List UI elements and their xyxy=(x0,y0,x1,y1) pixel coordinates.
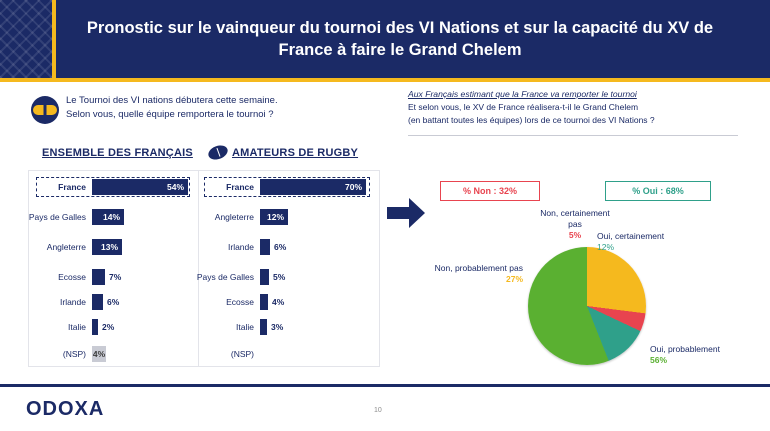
bar-row xyxy=(196,294,284,310)
bar-value: 54% xyxy=(92,179,188,195)
bar-row xyxy=(28,179,188,195)
bar-value: 3% xyxy=(271,322,284,332)
bar-value: 7% xyxy=(109,272,122,282)
bar-value: 13% xyxy=(92,239,122,255)
bar-label: Angleterre xyxy=(214,212,254,222)
question-left-line2: Selon vous, quelle équipe remportera le tournoi ? xyxy=(66,109,274,121)
bar-row xyxy=(196,269,285,285)
pie-label-text: Oui, certainement xyxy=(597,231,665,241)
pie-label-value: 12% xyxy=(597,242,615,253)
bar-shape xyxy=(92,269,105,285)
bar-shape xyxy=(260,319,267,335)
question-right-intro: Aux Français estimant que la France va remporter le tournoi xyxy=(408,89,637,99)
bar-label: Angleterre xyxy=(46,242,86,252)
brand-logo xyxy=(26,398,104,421)
question-left-line1: Le Tournoi des VI nations débutera cette semaine. xyxy=(66,95,278,106)
bar-shape xyxy=(92,319,98,335)
status-badge-non: % Non : 32% xyxy=(440,181,540,201)
pie-label-non-probablement xyxy=(427,263,523,285)
bar-value: 14% xyxy=(92,209,124,225)
pie-label-value: 5% xyxy=(568,230,582,241)
section-title-ensemble: ENSEMBLE DES FRANÇAIS xyxy=(42,147,193,159)
pie-label-oui-probablement xyxy=(650,344,750,366)
bar-value: 5% xyxy=(273,272,286,282)
pie-label-text: Oui, probablement xyxy=(650,344,720,354)
bar-shape xyxy=(260,239,270,255)
bar-row xyxy=(28,269,121,285)
pie-chart xyxy=(528,247,646,365)
bar-label: Pays de Galles xyxy=(28,212,86,222)
bar-row xyxy=(196,239,286,255)
pie-label-oui-certainement xyxy=(597,231,693,253)
question-left xyxy=(66,94,366,123)
page-number: 10 xyxy=(374,407,382,414)
page-title: Pronostic sur le vainqueur du tournoi des VI Nations et sur la capacité du XV de France à faire le Grand Chelem xyxy=(86,18,714,59)
rugby-ball-icon xyxy=(206,143,229,162)
odoxa-mark-icon xyxy=(30,95,60,125)
question-right-line1: Et selon vous, le XV de France réalisera-t-il le Grand Chelem xyxy=(408,102,639,113)
footer-divider xyxy=(0,384,770,387)
bar-label: Italie xyxy=(236,322,254,332)
header-pattern-decoration xyxy=(0,0,52,78)
question-right xyxy=(408,88,738,128)
bar-row xyxy=(196,179,366,195)
brand-logo-text: ODOXA xyxy=(26,398,105,420)
bar-value: 12% xyxy=(260,209,288,225)
bar-label: (NSP) xyxy=(62,349,86,359)
bar-shape xyxy=(92,294,103,310)
bar-label: Pays de Galles xyxy=(196,272,254,282)
pie-slices xyxy=(528,247,646,365)
status-badge-oui: % Oui : 68% xyxy=(605,181,711,201)
bar-row xyxy=(196,319,283,335)
bar-row xyxy=(28,319,114,335)
pie-label-text: Non, certainement pas xyxy=(540,208,610,230)
slide-header xyxy=(0,0,770,78)
bar-row xyxy=(28,346,106,362)
bar-label: Ecosse xyxy=(226,297,254,307)
bar-row xyxy=(196,209,288,225)
pie-label-value: 27% xyxy=(505,274,523,285)
bar-value: 2% xyxy=(102,322,115,332)
bar-value: 6% xyxy=(107,297,120,307)
header-underline xyxy=(0,78,770,82)
bar-shape xyxy=(260,294,268,310)
arrow-right-icon xyxy=(385,196,427,230)
bar-label: France xyxy=(58,182,86,192)
bar-value: 6% xyxy=(274,242,287,252)
bar-label: (NSP) xyxy=(230,349,254,359)
question-right-line2: (en battant toutes les équipes) lors de ce tournoi des VI Nations ? xyxy=(408,115,655,126)
bar-label: France xyxy=(226,182,254,192)
divider-right xyxy=(408,135,738,136)
bar-value: 70% xyxy=(260,179,366,195)
bar-shape xyxy=(260,269,269,285)
bar-label: Ecosse xyxy=(58,272,86,282)
pie-label-value: 56% xyxy=(650,355,668,366)
bar-row xyxy=(28,239,122,255)
pie-label-text: Non, probablement pas xyxy=(434,263,523,273)
header-accent-bar xyxy=(52,0,56,78)
bar-row xyxy=(196,346,260,362)
bar-row xyxy=(28,209,124,225)
bar-row xyxy=(28,294,119,310)
bar-value: 4% xyxy=(92,346,106,362)
bar-label: Italie xyxy=(68,322,86,332)
bar-label: Irlande xyxy=(228,242,254,252)
bar-value: 4% xyxy=(272,297,285,307)
bar-label: Irlande xyxy=(60,297,86,307)
section-title-amateurs: AMATEURS DE RUGBY xyxy=(232,147,359,159)
